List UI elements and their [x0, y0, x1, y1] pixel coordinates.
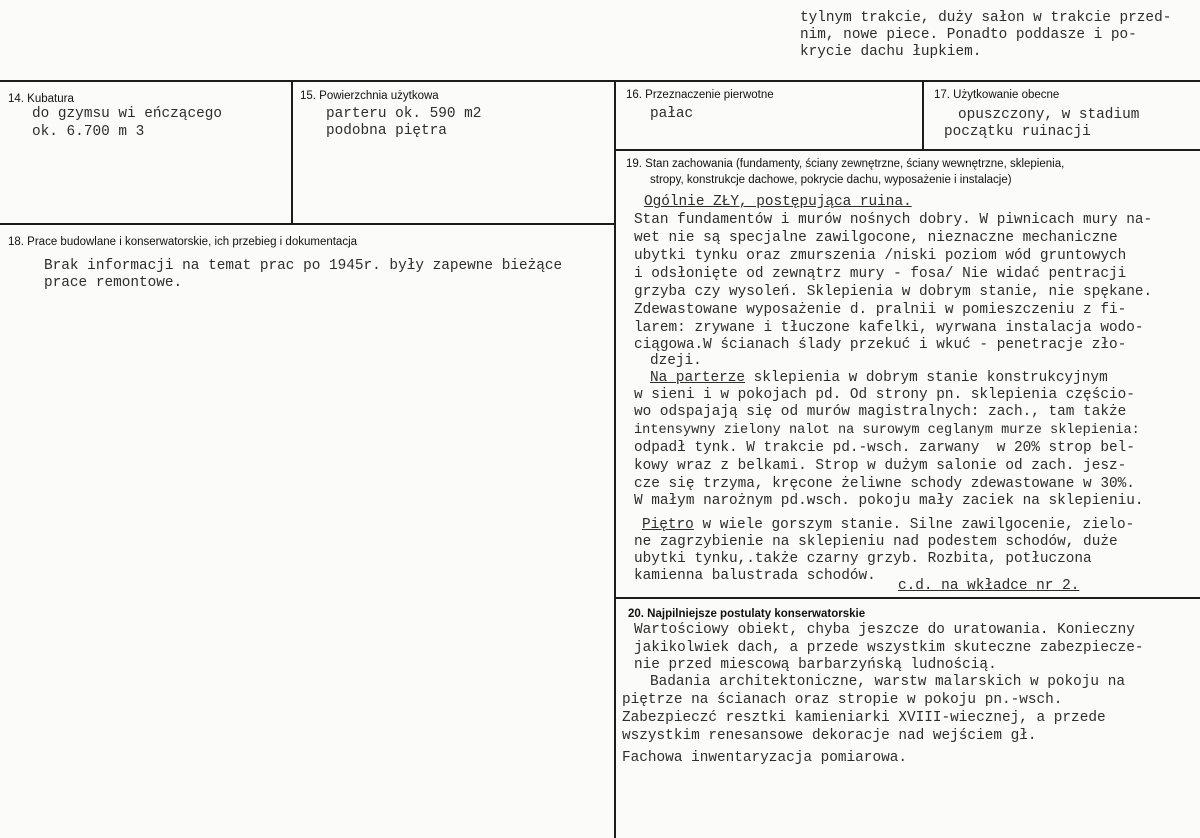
field-18-line: Brak informacji na temat prac po 1945r. były zapewne bieżące — [44, 258, 563, 274]
field-19-heading: Ogólnie ZŁY, postępująca ruina. — [644, 194, 912, 210]
divider-16-17 — [922, 80, 924, 150]
parter-line: kowy wraz z belkami. Strop w dużym salonie od zach. jesz- — [634, 458, 1127, 474]
parter-line: intensywny zielony nalot na surowym ceglanym murze sklepienia: — [634, 423, 1140, 438]
field-16-value: pałac — [650, 106, 694, 122]
field-19-line: ubytki tynku oraz zmurszenia /niski poziom wód gruntowych — [634, 248, 1127, 264]
field-15-line: parteru ok. 590 m2 — [326, 106, 482, 122]
field-19-line: i odsłonięte od zewnątrz mury - fosa/ Nie widać pentracji — [634, 266, 1127, 282]
field-19-label: stropy, konstrukcje dachowe, pokrycie dachu, wyposażenie i instalacje) — [650, 174, 1012, 186]
field-19-label: 19. Stan zachowania (fundamenty, ściany zewnętrzne, ściany wewnętrzne, sklepienia, — [626, 158, 1065, 170]
top-rule — [0, 80, 1200, 82]
header-line: krycie dachu łupkiem. — [800, 44, 982, 60]
field-20-line: Badania architektoniczne, warstw malarskich w pokoju na — [650, 674, 1125, 690]
field-20-line: nie przed miescową barbarzyńską ludnością. — [634, 657, 997, 673]
pietro-heading: Piętro — [642, 517, 694, 533]
field-19-line: ciągowa.W ścianach ślady przekuć i wkuć - penetracje zło- — [634, 337, 1127, 353]
field-14-line: ok. 6.700 m 3 — [32, 124, 145, 140]
field-20-line: Zabezpieczć resztki kamieniarki XVIII-wiecznej, a przede — [622, 710, 1106, 726]
rule-below-14-15 — [0, 223, 616, 225]
pietro-line: ne zagrzybienie na sklepieniu nad podestem schodów, duże — [634, 534, 1118, 550]
field-18-line: prace remontowe. — [44, 275, 183, 291]
rule-below-19 — [614, 597, 1200, 599]
header-line: nim, nowe piece. Ponadto poddasze i po- — [800, 27, 1137, 43]
field-19-line: larem: zrywane i tłuczone kafelki, wyrwana instalacja wodo- — [634, 320, 1144, 336]
parter-line: W małym narożnym pd.wsch. pokoju mały zaciek na sklepieniu. — [634, 493, 1144, 509]
divider-14-15 — [291, 80, 293, 225]
rule-below-16-17 — [614, 149, 1200, 151]
parter-heading: Na parterze — [650, 370, 745, 386]
field-15-label: 15. Powierzchnia użytkowa — [300, 90, 439, 102]
pietro-line: ubytki tynku,.także czarny grzyb. Rozbita, potłuczona — [634, 551, 1092, 567]
parter-first-text: sklepienia w dobrym stanie konstrukcyjnym — [745, 370, 1108, 386]
field-15-line: podobna piętra — [326, 123, 447, 139]
field-20-line: Fachowa inwentaryzacja pomiarowa. — [622, 750, 907, 766]
field-19-line: wet nie są specjalne zawilgocone, nieznaczne mechaniczne — [634, 230, 1118, 246]
field-19-line: Zdewastowane wyposażenie d. pralnii w pomieszczeniu z fi- — [634, 302, 1127, 318]
parter-line: w sieni i w pokojach pd. Od strony pn. sklepienia częścio- — [634, 387, 1135, 403]
field-17-line: opuszczony, w stadium — [958, 107, 1140, 123]
field-19-line: grzyba czy wysoleń. Sklepienia w dobrym stanie, nie spękane. — [634, 284, 1153, 300]
field-19-line: dzeji. — [650, 353, 702, 369]
field-20-line: jakikolwiek dach, a przede wszystkim skuteczne zabezpiecze- — [634, 640, 1144, 656]
pietro-first-text: w wiele gorszym stanie. Silne zawilgocenie, zielo- — [693, 517, 1135, 533]
field-20-line: wszystkim renesansowe dekoracje nad wejściem gł. — [622, 728, 1037, 744]
field-20-line: piętrze na ścianach oraz stropie w pokoju pn.-wsch. — [622, 692, 1063, 708]
field-18-label: 18. Prace budowlane i konserwatorskie, ich przebieg i dokumentacja — [8, 236, 358, 248]
field-20-label: 20. Najpilniejsze postulaty konserwatorskie — [628, 608, 866, 620]
parter-line: wo odspajają się od murów magistralnych: zach., tam także — [634, 404, 1127, 420]
pietro-line: kamienna balustrada schodów. — [634, 568, 876, 584]
field-20-line: Wartościowy obiekt, chyba jeszcze do uratowania. Konieczny — [634, 622, 1135, 638]
field-17-line: początku ruinacji — [944, 124, 1091, 140]
field-14-line: do gzymsu wi eńczącego — [32, 106, 222, 122]
field-19-line: Stan fundamentów i murów nośnych dobry. W piwnicach mury na- — [634, 212, 1153, 228]
parter-line: odpadł tynk. W trakcie pd.-wsch. zarwany w 20% strop bel- — [634, 440, 1135, 456]
divider-left-right — [614, 80, 616, 838]
pietro-first-line — [642, 517, 1134, 534]
parter-first-line — [650, 370, 1108, 387]
continuation-note: c.d. na wkładce nr 2. — [898, 578, 1080, 594]
field-14-label: 14. Kubatura — [8, 93, 74, 105]
header-line: tylnym trakcie, duży sałon w trakcie przed- — [800, 10, 1172, 26]
field-17-label: 17. Użytkowanie obecne — [934, 89, 1060, 101]
parter-line: cze się trzyma, kręcone żeliwne schody zdewastowane w 30%. — [634, 476, 1135, 492]
field-16-label: 16. Przeznaczenie pierwotne — [626, 89, 774, 101]
